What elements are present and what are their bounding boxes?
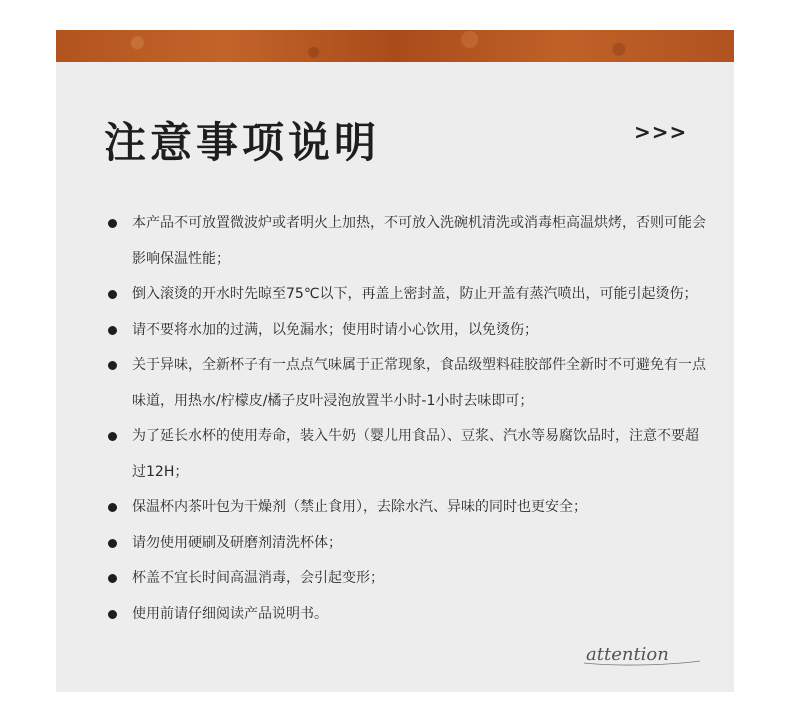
note-text: 本产品不可放置微波炉或者明火上加热，不可放入洗碗机清洗或消毒柜高温烘烤，否则可能会影响保温性能； (132, 215, 706, 267)
bullet-icon (108, 574, 117, 583)
list-item (106, 419, 706, 490)
note-text: 保温杯内茶叶包为干燥剂（禁止食用），去除水汽、异味的同时也更安全； (132, 499, 587, 515)
page-title: 注意事项说明 (104, 118, 381, 167)
notes-list (106, 206, 706, 632)
note-text: 请勿使用硬刷及研磨剂清洗杯体； (132, 534, 342, 551)
leather-texture-band (56, 30, 734, 62)
note-text: 使用前请仔细阅读产品说明书。 (132, 605, 328, 622)
list-item (106, 526, 706, 562)
bullet-icon (108, 503, 117, 512)
note-text: 请不要将水加的过满，以免漏水；使用时请小心饮用，以免烫伤； (132, 321, 538, 338)
note-text: 为了延长水杯的使用寿命，装入牛奶（婴儿用食品）、豆浆、汽水等易腐饮品时，注意不要超过12H； (132, 428, 699, 480)
bullet-icon (108, 326, 117, 335)
note-text: 关于异味，全新杯子有一点点气味属于正常现象，食品级塑料硅胶部件全新时不可避免有一点味道，用热水/柠檬皮/橘子皮叶浸泡放置半小时-1小时去味即可； (132, 357, 706, 409)
bullet-icon (108, 610, 117, 619)
bullet-icon (108, 361, 117, 370)
note-text: 杯盖不宜长时间高温消毒，会引起变形； (132, 570, 384, 586)
list-item (106, 313, 706, 349)
list-item (106, 597, 706, 633)
signature-text: attention (586, 644, 669, 665)
arrows-icon: >>> (634, 120, 688, 144)
bullet-icon (108, 219, 117, 228)
list-item (106, 277, 706, 313)
list-item (106, 561, 706, 597)
note-text: 倒入滚烫的开水时先晾至75℃以下，再盖上密封盖，防止开盖有蒸汽喷出，可能引起烫伤； (132, 286, 698, 302)
attention-signature (582, 640, 702, 668)
list-item (106, 206, 706, 277)
bullet-icon (108, 432, 117, 441)
bullet-icon (108, 539, 117, 548)
list-item (106, 348, 706, 419)
bullet-icon (108, 290, 117, 299)
instruction-card (56, 30, 734, 692)
list-item (106, 490, 706, 526)
